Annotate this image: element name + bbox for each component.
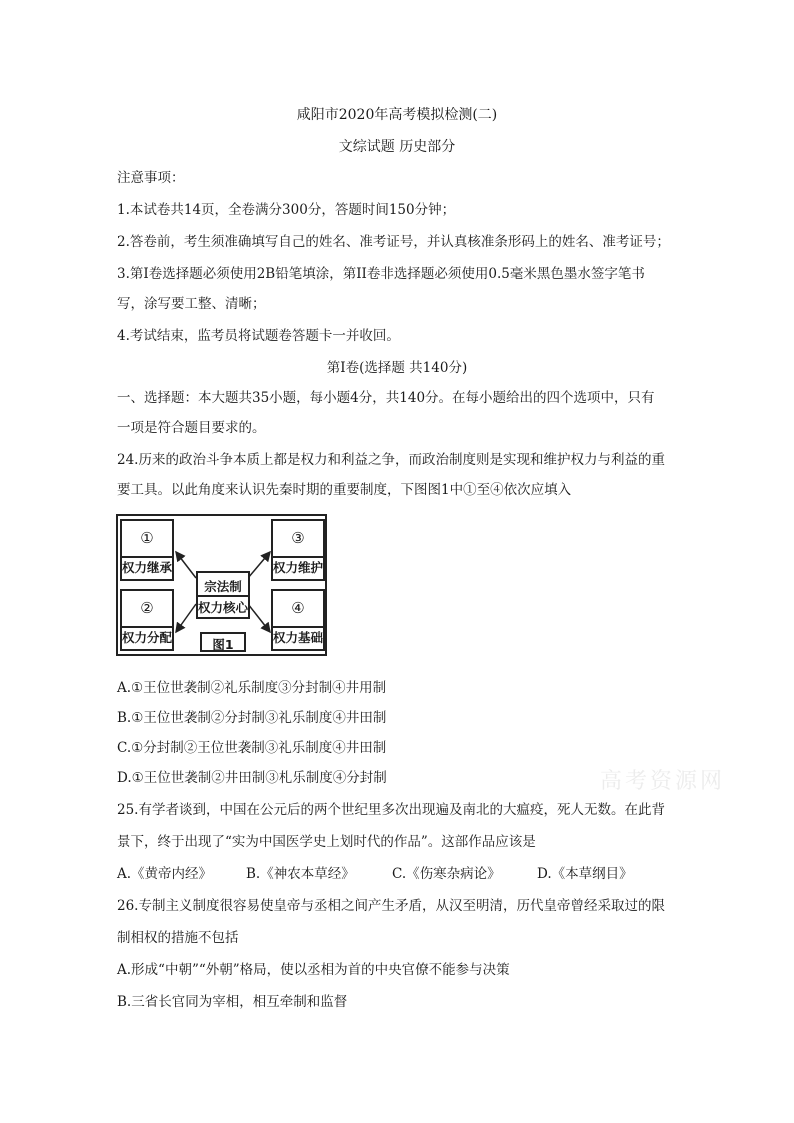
- q24-option-c: C.①分封制②王位世袭制③礼乐制度④井田制: [117, 740, 387, 756]
- q26-stem: 26.专制主义制度很容易使皇帝与丞相之间产生矛盾，从汉至明清，历代皇帝曾经采取过的限: [117, 898, 665, 914]
- notice-item: 2.答卷前，考生须准确填写自己的姓名、准考证号，并认真核准条形码上的姓名、准考证号；: [117, 234, 670, 250]
- figure-1-diagram: [116, 514, 327, 656]
- box-2-number: ②: [140, 599, 154, 617]
- center-label-top: 宗法制: [204, 579, 242, 594]
- q25-stem: 25.有学者谈到，中国在公元后的两个世纪里多次出现遍及南北的大瘟疫，死人无数。在此背: [117, 802, 665, 818]
- box-2-label: 权力分配: [122, 626, 172, 649]
- q24-stem: 要工具。以此角度来认识先秦时期的重要制度，下图图1中①至④依次应填入: [117, 482, 572, 498]
- figure-caption-box: [200, 632, 246, 652]
- q26-option-a: A.形成“中朝”“外朝”格局，使以丞相为首的中央官僚不能参与决策: [117, 962, 510, 978]
- q25-stem: 景下，终于出现了“实为中国医学史上划时代的作品”。这部作品应该是: [117, 834, 536, 850]
- notice-item: 4.考试结束，监考员将试题卷答题卡一并收回。: [117, 328, 400, 344]
- figure-caption: 图1: [212, 637, 234, 652]
- q24-option-b: B.①王位世袭制②分封制③礼乐制度④井田制: [117, 710, 387, 726]
- q25-option-b: B.《神农本草经》: [246, 866, 355, 882]
- box-3-label: 权力维护: [273, 556, 323, 579]
- q25-option-a: A.《黄帝内经》: [117, 866, 213, 882]
- section-instruction: 一、选择题：本大题共35小题，每小题4分，共140分。在每小题给出的四个选项中，只有: [117, 390, 655, 406]
- q26-option-b: B.三省长官同为宰相，相互牵制和监督: [117, 994, 348, 1010]
- notice-item: 写，涂写要工整、清晰；: [117, 296, 266, 312]
- q26-stem: 制相权的措施不包括: [117, 930, 239, 946]
- notice-heading: 注意事项：: [117, 170, 185, 186]
- notice-item: 3.第I卷选择题必须使用2B铅笔填涂，第II卷非选择题必须使用0.5毫米黑色墨水签字笔书: [117, 266, 645, 282]
- box-4-number: ④: [291, 599, 305, 617]
- figure-box-2: [120, 589, 174, 651]
- notice-item: 1.本试卷共14页，全卷满分300分，答题时间150分钟；: [117, 202, 456, 218]
- figure-box-3: [271, 519, 325, 581]
- box-3-number: ③: [291, 529, 305, 547]
- box-1-label: 权力继承: [122, 556, 172, 579]
- section-instruction: 一项是符合题目要求的。: [117, 420, 266, 436]
- box-4-label: 权力基础: [273, 626, 323, 649]
- center-label-bottom: 权力核心: [198, 600, 249, 615]
- figure-center-box: [196, 571, 250, 619]
- q25-option-c: C.《伤寒杂病论》: [392, 866, 501, 882]
- q24-stem: 24.历来的政治斗争本质上都是权力和利益之争，而政治制度则是实现和维护权力与利益的重: [117, 452, 665, 468]
- section-title: 第I卷(选择题 共140分): [326, 360, 468, 376]
- q24-option-d: D.①王位世袭制②井田制③札乐制度④分封制: [117, 770, 387, 786]
- watermark: 高考资源网: [600, 769, 726, 794]
- q24-option-a: A.①王位世袭制②礼乐制度③分封制④井用制: [117, 680, 387, 696]
- exam-subtitle: 文综试题 历史部分: [338, 139, 456, 155]
- box-1-number: ①: [140, 529, 154, 547]
- exam-title: 咸阳市2020年高考模拟检测(二): [296, 107, 498, 123]
- center-divider: [198, 595, 248, 597]
- figure-box-1: [120, 519, 174, 581]
- q25-option-d: D.《本草纲目》: [537, 866, 633, 882]
- figure-box-4: [271, 589, 325, 651]
